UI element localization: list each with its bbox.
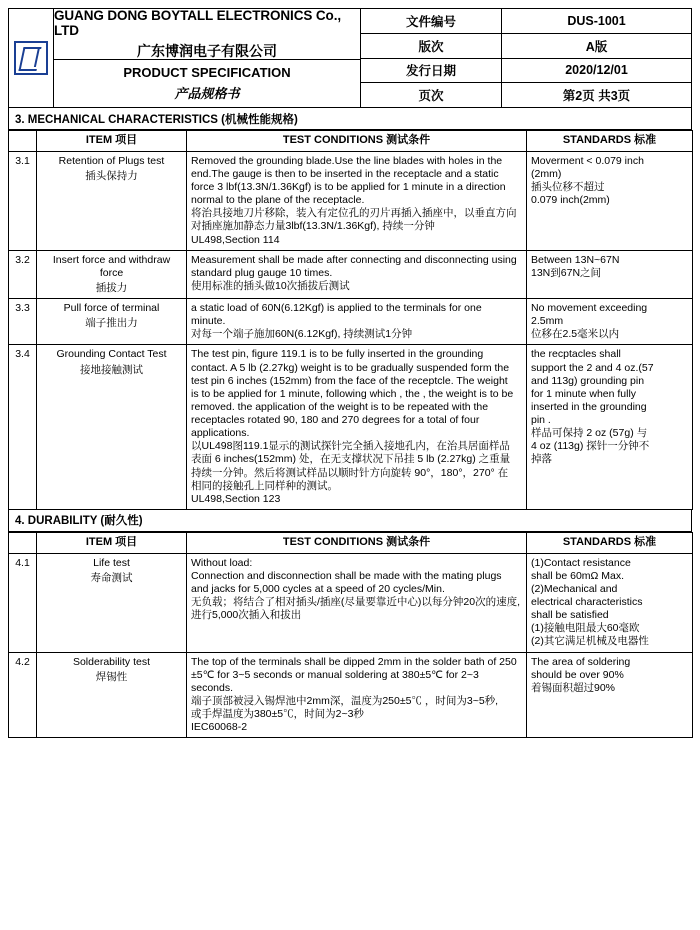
row-number: 3.1 (9, 151, 37, 250)
standard-line: (1)接触电阻最大60毫欧 (531, 622, 640, 635)
standard-line: (2)其它满足机械及电器性 (531, 635, 649, 648)
row-number: 3.4 (9, 345, 37, 510)
condition-line: applications. (191, 427, 250, 440)
row-standards (527, 553, 693, 652)
meta-row-page (361, 83, 691, 107)
row-conditions (187, 299, 527, 345)
condition-line: removed. the application of the weight is to be repeated with the (191, 400, 489, 413)
standard-line: electrical characteristics (531, 596, 643, 608)
meta-value-doc-number: DUS-1001 (567, 13, 626, 28)
row-item-cn: 寿命测试 (90, 571, 133, 584)
standard-line: The area of soldering (531, 655, 631, 668)
column-header-no (9, 532, 37, 553)
condition-line: is to be applied for 1 minute, following which , the , the weight is to be (191, 387, 514, 400)
table-row (9, 652, 693, 738)
meta-row-revision (361, 34, 691, 59)
condition-line: standard plug gauge 10 times. (191, 266, 333, 279)
company-name-block (54, 9, 360, 60)
standard-line: Between 13N~67N (531, 253, 620, 266)
standard-line: and 113g) grounding pin (531, 374, 645, 387)
section-title-durability: 4. DURABILITY (耐久性) (8, 510, 692, 532)
row-standards (527, 299, 693, 345)
row-item (37, 652, 187, 738)
table-header-row (9, 532, 693, 553)
row-conditions (187, 553, 527, 652)
table-row (9, 250, 693, 298)
condition-line: 进行5,000次插入和拔出 (191, 609, 302, 622)
row-item (37, 299, 187, 345)
row-item (37, 151, 187, 250)
condition-line: and jacks for 5,000 cycles at a speed of 20 cycles/Min. (191, 582, 445, 595)
condition-line: 对插座施加静态力量3lbf(13.3N/1.36Kgf), 持续一分钟 (191, 220, 435, 233)
title-cell (54, 9, 361, 107)
row-item-cn: 插拔力 (95, 281, 128, 294)
column-header-conditions: TEST CONDITIONS 测试条件 (187, 131, 527, 152)
row-standards (527, 151, 693, 250)
row-conditions (187, 151, 527, 250)
standard-line: 13N到67N之间 (531, 266, 602, 279)
row-conditions (187, 652, 527, 738)
standard-line: 2.5mm (531, 315, 564, 328)
standard-line: (1)Contact resistance (531, 556, 631, 569)
condition-line: receptacles rotated 90, 180 and 270 degrees for a total of four (191, 414, 480, 426)
standard-line: shall be satisfied (531, 609, 609, 622)
row-standards (527, 652, 693, 738)
meta-label-page: 页次 (361, 83, 502, 107)
condition-line: end.The gauge is then to be inserted in the receptacle and a static (191, 167, 499, 180)
standard-line: should be over 90% (531, 668, 624, 681)
condition-line: 对每一个端子施加60N(6.12Kgf), 持续测试1分钟 (191, 328, 413, 341)
document-title-block (54, 60, 360, 107)
section-title-mechanical: 3. MECHANICAL CHARACTERISTICS (机械性能规格) (8, 108, 692, 130)
column-header-item: ITEM 项目 (37, 532, 187, 553)
condition-line: 相同的接触孔上同样种的测试。 (191, 479, 338, 492)
document-title-en: PRODUCT SPECIFICATION (123, 65, 291, 80)
meta-row-issue-date (361, 59, 691, 84)
row-item-cn: 焊锡性 (95, 670, 128, 683)
document-title-cn: 产品规格书 (174, 86, 240, 101)
condition-line: UL498,Section 123 (191, 492, 281, 505)
row-item-en: Solderability test (72, 655, 151, 668)
standard-line: 插头位移不超过 (531, 181, 605, 193)
table-row (9, 151, 693, 250)
condition-line: 以UL498图119.1显示的测试探针完全插入接地孔内，在治具居面样品 (191, 440, 510, 453)
column-header-item: ITEM 项目 (37, 131, 187, 152)
company-logo-icon (14, 41, 48, 75)
row-item (37, 250, 187, 298)
condition-line: 持续一分钟。然后将测试样品以顺时针方向旋转 90°，180°，270° 在 (191, 466, 509, 479)
condition-line: 表面 6 inches(152mm) 处，在无支撑状况下吊挂 5 lb (2.27kg) 之重量 (191, 453, 511, 466)
logo-cell (9, 9, 54, 107)
condition-line: IEC60068-2 (191, 721, 248, 734)
standard-line: support the 2 and 4 oz.(57 (531, 361, 654, 374)
company-name-cn: 广东博润电子有限公司 (137, 42, 277, 59)
document-meta (361, 9, 691, 107)
meta-label-revision: 版次 (361, 34, 502, 58)
condition-line: The top of the terminals shall be dipped 2mm in the solder bath of 250 (191, 655, 517, 668)
row-item-en: Grounding Contact Test (56, 348, 167, 361)
standard-line: No movement exceeding (531, 302, 648, 314)
condition-line: 无负载；将结合了相对插头/插座(尽量要靠近中心)以每分钟20次的速度, (191, 596, 521, 608)
standard-line: 样品可保持 2 oz (57g) 与 (531, 427, 648, 440)
standard-line: 着锡面积超过90% (531, 681, 616, 694)
row-item (37, 345, 187, 510)
row-conditions (187, 250, 527, 298)
meta-label-issue-date: 发行日期 (361, 59, 502, 83)
standard-line: the recptacles shall (531, 348, 621, 361)
row-item-en: Life test (93, 556, 130, 569)
condition-line: UL498,Section 114 (191, 233, 280, 246)
meta-row-doc-number (361, 9, 691, 34)
standard-line: for 1 minute when fully (531, 387, 637, 400)
row-item-en: Pull force of terminal (63, 302, 160, 314)
condition-line: Measurement shall be made after connecting and disconnecting using (191, 253, 517, 266)
row-item-cn: 插头保持力 (85, 169, 138, 182)
standard-line: 位移在2.5毫米以内 (531, 328, 620, 341)
table-row (9, 299, 693, 345)
condition-line: ±5℃ for 3~5 seconds or manual soldering at 380±5℃ for 2~3 (191, 668, 479, 681)
condition-line: test pin 6 inches (152mm) from the face of the receptcle. The weight (191, 374, 508, 387)
column-header-standards: STANDARDS 标准 (527, 532, 693, 553)
table-row (9, 345, 693, 510)
condition-line: Connection and disconnection shall be made with the mating plugs (191, 569, 502, 582)
condition-line: 端子顶部被浸入锡焊池中2mm深，温度为250±5℃ ，时间为3~5秒, (191, 694, 499, 707)
standard-line: 4 oz (113g) 探针一分钟不 (531, 440, 650, 453)
column-header-conditions: TEST CONDITIONS 测试条件 (187, 532, 527, 553)
standard-line: 0.079 inch(2mm) (531, 194, 610, 207)
company-name-en: GUANG DONG BOYTALL ELECTRONICS Co., LTD (54, 7, 342, 38)
table-durability (8, 532, 693, 738)
condition-line: a static load of 60N(6.12Kgf) is applied to the terminals for one (191, 302, 482, 314)
row-item-en: Insert force and withdraw force (52, 253, 171, 279)
row-item-cn: 端子推出力 (85, 317, 138, 330)
condition-line: normal to the plane of the receptacle. (191, 194, 365, 207)
standard-line: pin . (531, 414, 551, 426)
condition-line: Removed the grounding blade.Use the line blades with holes in the (191, 154, 503, 167)
row-item-cn: 接地接触测试 (80, 363, 143, 376)
row-item (37, 553, 187, 652)
column-header-standards: STANDARDS 标准 (527, 131, 693, 152)
table-row (9, 553, 693, 652)
condition-line: minute. (191, 315, 226, 328)
condition-line: Without load: (191, 556, 253, 569)
condition-line: 将治具接地刀片移除，装入有定位孔的刃片再插入插座中，以垂直方向 (191, 207, 517, 220)
table-header-row (9, 131, 693, 152)
row-number: 4.2 (9, 652, 37, 738)
standard-line: (2mm) (531, 167, 562, 180)
standard-line: (2)Mechanical and (531, 582, 618, 595)
standard-line: Moverment < 0.079 inch (531, 154, 644, 167)
condition-line: 或手焊温度为380±5℃，时间为2~3秒 (191, 708, 364, 720)
standard-line: inserted in the grounding (531, 400, 647, 413)
standard-line: shall be 60mΩ Max. (531, 569, 625, 582)
row-item-en: Retention of Plugs test (58, 154, 165, 167)
row-number: 4.1 (9, 553, 37, 652)
meta-value-issue-date: 2020/12/01 (565, 63, 628, 78)
row-conditions (187, 345, 527, 510)
table-mechanical-characteristics (8, 130, 693, 510)
column-header-no (9, 131, 37, 152)
condition-line: seconds. (191, 681, 234, 694)
row-standards (527, 345, 693, 510)
condition-line: The test pin, figure 119.1 is to be fully inserted in the grounding (191, 348, 484, 361)
condition-line: 使用标准的插头做10次插拔后测试 (191, 279, 350, 292)
meta-label-doc-number: 文件编号 (361, 9, 502, 33)
document-header (8, 8, 692, 108)
row-standards (527, 250, 693, 298)
meta-value-revision: A版 (585, 39, 608, 54)
condition-line: contact. A 5 lb (2.27kg) weight is to be gradually suspended form the (191, 361, 510, 374)
condition-line: force 3 lbf(13.3N/1.36Kgf) is to be applied for 1 minute in a direction (191, 181, 506, 193)
meta-value-page: 第2页 共3页 (562, 89, 631, 104)
row-number: 3.2 (9, 250, 37, 298)
standard-line: 掉落 (531, 453, 552, 466)
row-number: 3.3 (9, 299, 37, 345)
